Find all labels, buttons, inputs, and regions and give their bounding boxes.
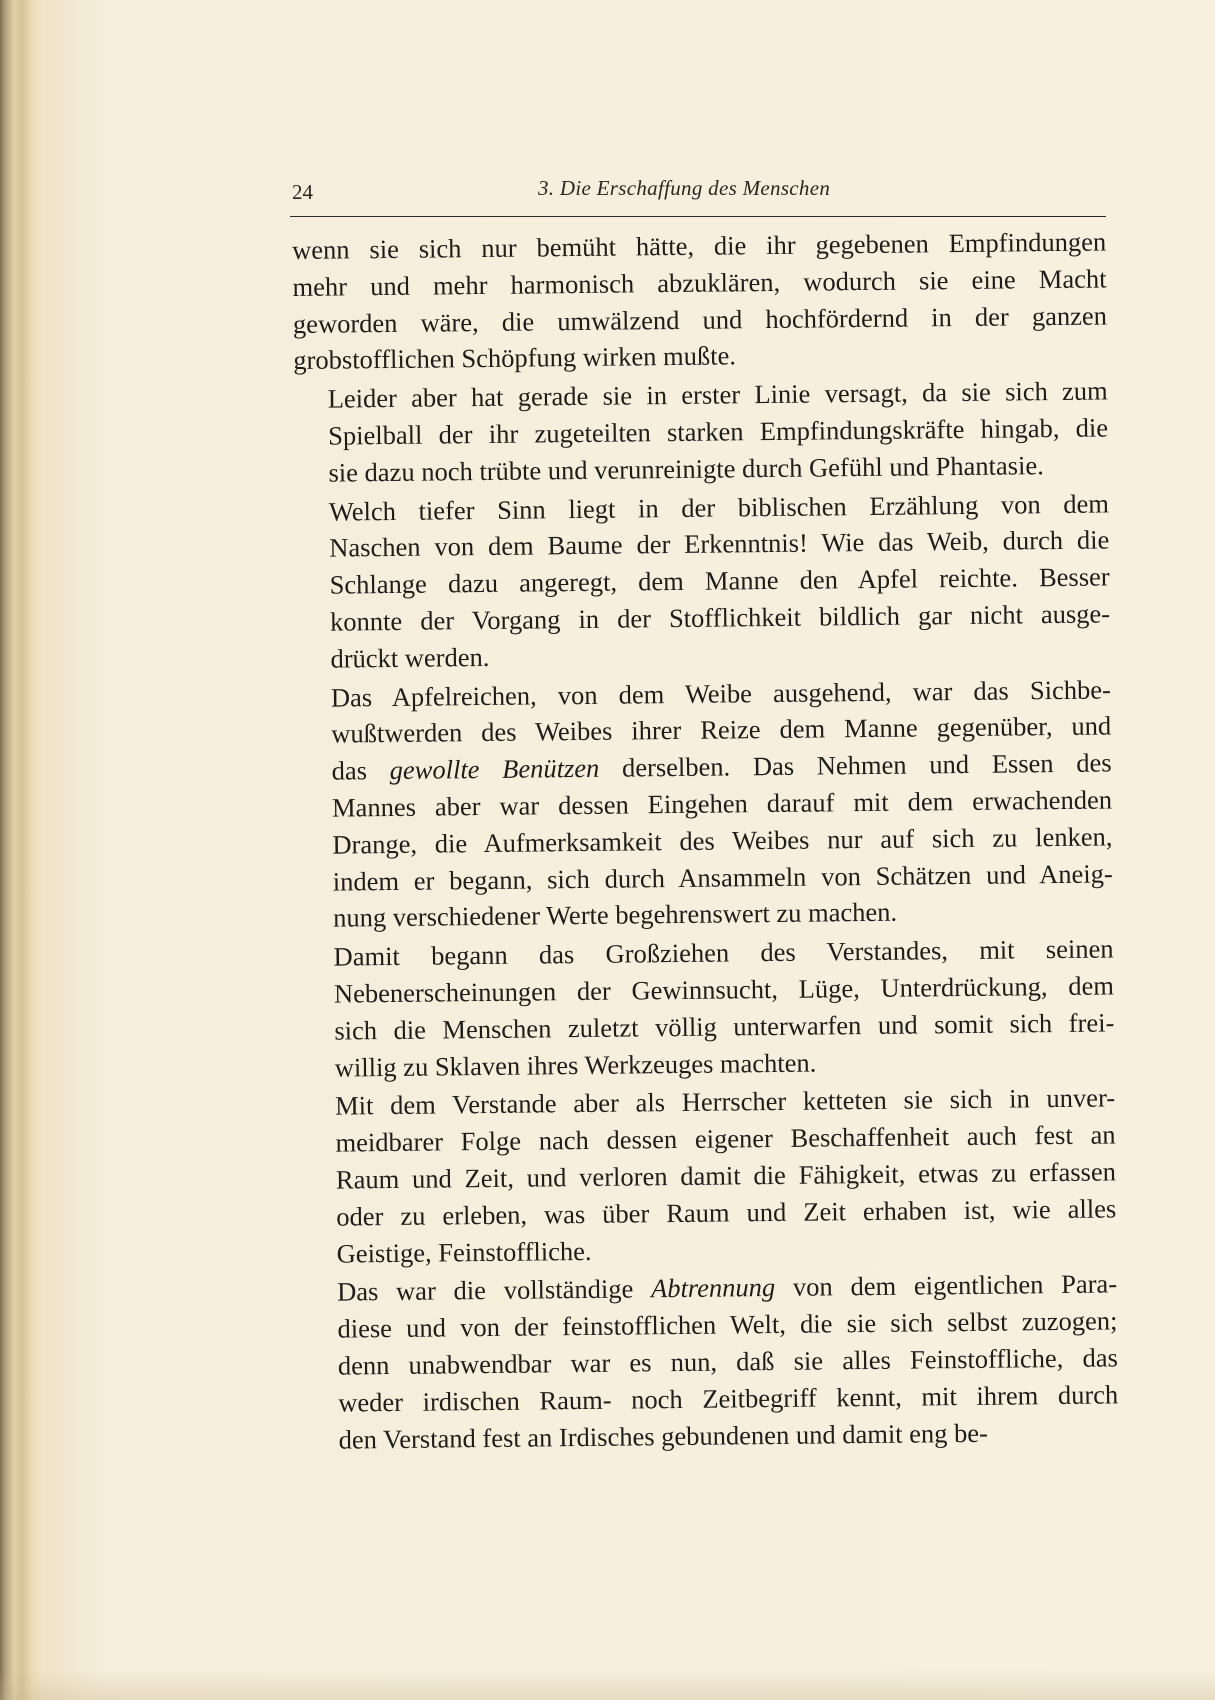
- text-line: Spielball der ihr zugeteilten starken Empfindungskräfte hingab, die: [327, 412, 1109, 451]
- text-line: Nebenerscheinungen der Gewinnsucht, Lüge, Unterdrückung, dem: [333, 970, 1115, 1009]
- text-line: sie dazu noch trübte und verunreinigte durch Gefühl und Phantasie.: [328, 449, 1044, 488]
- running-head: 3. Die Erschaffung des Menschen: [538, 176, 831, 200]
- paragraph: [297, 671, 1114, 937]
- text-line: denn unabwendbar war es nun, daß sie alles Feinstoffliche, das: [337, 1342, 1118, 1381]
- text-line: nung verschiedener Werte begehrenswert zu machen.: [333, 897, 898, 933]
- text-line: mehr und mehr harmonisch abzuklären, wodurch sie eine Macht: [292, 263, 1107, 302]
- text-line: Raum und Zeit, und verloren damit die Fähigkeit, etwas zu erfassen: [335, 1156, 1117, 1195]
- text-line: konnte der Vorgang in der Stofflichkeit bildlich gar nicht ausge-: [329, 598, 1111, 637]
- page-number: 24: [292, 180, 313, 204]
- book-spine-edge: [0, 0, 44, 1700]
- text-line: diese und von der feinstofflichen Welt, die sie sich selbst zuzogen;: [337, 1305, 1118, 1344]
- text-line: sich die Menschen zuletzt völlig unterwarfen und somit sich frei-: [334, 1007, 1115, 1046]
- text-line: willig zu Sklaven ihres Werkzeuges machten.: [334, 1047, 817, 1083]
- paragraph: [292, 223, 1107, 379]
- text-line: wenn sie sich nur bemüht hätte, die ihr gegebenen Empfindungen: [292, 226, 1107, 265]
- text-line: Das Apfelreichen, von dem Weibe ausgehend, war das Sichbe-: [330, 674, 1111, 713]
- text-line: grobstofflichen Schöpfung wirken mußte.: [293, 340, 737, 376]
- emphasized-text: gewollte Benützen: [389, 752, 600, 786]
- text-line: wußtwerden des Weibes ihrer Reize dem Manne gegenüber, und: [331, 710, 1112, 749]
- text-line: den Verstand fest an Irdisches gebundenen und damit eng be-: [338, 1417, 989, 1455]
- text-line: Damit begann das Großziehen des Verstandes, mit seinen: [333, 933, 1114, 972]
- text-line: Das war die vollständige Abtrennung von dem eigentlichen Para-: [336, 1268, 1118, 1307]
- text-line: drückt werden.: [330, 641, 490, 674]
- text-line: Welch tiefer Sinn liegt in der biblischen Erzählung von dem: [328, 488, 1110, 527]
- text-line: Mit dem Verstande aber als Herrscher ketteten sie sich in unver-: [334, 1082, 1116, 1121]
- paragraph: [294, 373, 1109, 492]
- text-line: Geistige, Feinstoffliche.: [336, 1235, 592, 1269]
- text-line: Drange, die Aufmerksamkeit des Weibes nur auf sich zu lenken,: [332, 821, 1113, 860]
- text-line: indem er begann, sich durch Ansammeln von Schätzen und Aneig-: [332, 857, 1113, 897]
- text-line: Leider aber hat gerade sie in erster Linie versagt, da sie sich zum: [327, 375, 1108, 414]
- emphasized-text: Abtrennung: [650, 1272, 776, 1304]
- text-line: oder zu erleben, was über Raum und Zeit erhaben ist, wie alles: [336, 1193, 1117, 1232]
- page-header: [290, 176, 1106, 217]
- text-line: das gewollte Benützen derselben. Das Nehmen und Essen des: [331, 747, 1112, 786]
- text-line: Schlange dazu angeregt, dem Manne den Apfel reichte. Besser: [329, 561, 1110, 600]
- body-text: [292, 223, 1119, 1460]
- text-line: meidbarer Folge nach dessen eigener Beschaffenheit auch fest an: [335, 1119, 1116, 1158]
- paragraph: [295, 485, 1111, 677]
- paragraph: [299, 931, 1114, 1087]
- text-line: geworden wäre, die umwälzend und hochfördernd in der ganzen: [292, 300, 1108, 339]
- text-line: weder irdischen Raum- noch Zeitbegriff kennt, mit ihrem durch: [338, 1379, 1119, 1418]
- paragraph: [303, 1266, 1119, 1458]
- text-line: Naschen von dem Baume der Erkenntnis! Wie das Weib, durch die: [329, 524, 1110, 564]
- page-bottom-shade: [0, 1670, 1215, 1700]
- paragraph: [301, 1080, 1117, 1272]
- text-line: Mannes aber war dessen Eingehen darauf mit dem erwachenden: [331, 784, 1113, 823]
